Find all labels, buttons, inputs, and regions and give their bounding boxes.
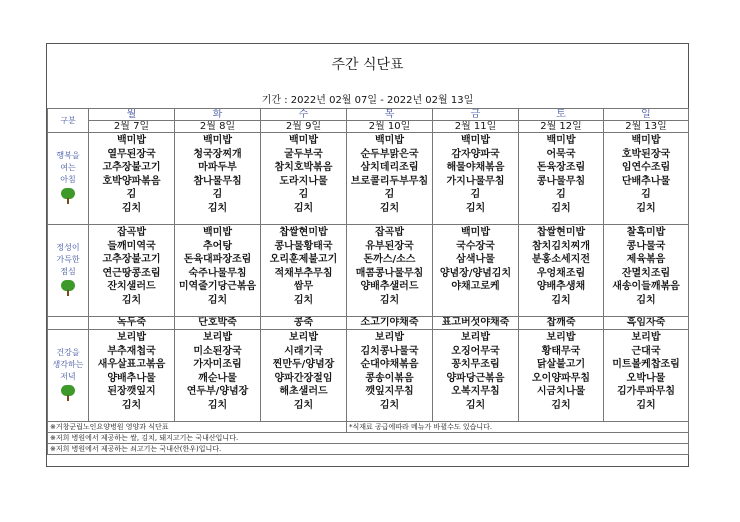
footer-note: ※거창군립노인요양병원 영양과 식단표: [48, 422, 347, 433]
menu-item: 가자미조림: [193, 359, 242, 370]
menu-item: 백미밥: [203, 135, 232, 146]
menu-item: 김치: [465, 202, 486, 214]
menu-cell: [89, 133, 175, 225]
menu-item: 근대국: [631, 345, 661, 357]
menu-item: 김치: [379, 202, 400, 214]
gubun-label: 구분: [48, 109, 89, 133]
footer-row: [48, 444, 689, 455]
menu-item: 백미밥: [461, 227, 490, 238]
menu-item: 어묵국: [546, 148, 576, 160]
menu-item: 적채부추무침: [274, 267, 333, 279]
menu-cell: [433, 133, 519, 225]
menu-item: 김치: [551, 202, 571, 214]
menu-item: 부추재첩국: [107, 345, 156, 357]
menu-cell: [347, 330, 433, 422]
menu-item: 미소된장국: [193, 345, 242, 357]
menu-item: 백미밥: [546, 135, 576, 146]
menu-item: 김치: [636, 294, 656, 306]
date-header: 2월 13일: [604, 121, 689, 133]
menu-cell: [604, 330, 689, 422]
day-header: 목: [347, 109, 433, 121]
menu-item: 김치: [379, 294, 400, 306]
menu-item: 유부된장국: [365, 240, 414, 252]
menu-item: 제육볶음: [626, 254, 666, 265]
menu-item: 국수장국: [456, 240, 495, 252]
menu-item: 꽁치무조림: [451, 359, 500, 370]
menu-item: 김: [126, 189, 137, 200]
menu-cell: [347, 225, 433, 317]
menu-item: 김: [556, 189, 566, 200]
menu-item: 시래기국: [284, 345, 323, 357]
menu-item: 김치: [293, 202, 314, 214]
menu-item: 양배추나물: [107, 372, 156, 384]
menu-item: 잡곡밥: [117, 227, 146, 238]
meal-category-line: 아침: [60, 174, 76, 184]
menu-item: 백미밥: [117, 135, 146, 146]
menu-item: 호박된장국: [621, 148, 671, 160]
menu-cell: [519, 225, 604, 317]
menu-item: 김: [470, 189, 481, 200]
menu-item: 참치호박볶음: [274, 162, 333, 173]
menu-item: 찹쌀현미밥: [279, 227, 328, 238]
menu-item: 김치: [121, 294, 142, 306]
menu-item: 삼치데리조림: [360, 162, 419, 173]
porridge-cell: 찹깨죽: [519, 317, 604, 330]
menu-item: 참나물무침: [193, 175, 242, 187]
menu-item: 보리밥: [203, 332, 232, 343]
menu-cell: [89, 330, 175, 422]
menu-item: 돈육장조림: [536, 162, 586, 173]
footer-row: [48, 433, 689, 444]
menu-cell: [175, 133, 261, 225]
menu-item: 김치: [293, 399, 314, 411]
menu-item: 김치: [636, 399, 656, 411]
menu-item: 찰흑미밥: [626, 227, 666, 238]
date-header: 2월 11일: [433, 121, 519, 133]
menu-item: 새우살표고볶음: [97, 359, 166, 370]
menu-item: 고추장불고기: [102, 162, 161, 173]
menu-item: 돈육대파장조림: [183, 254, 252, 265]
menu-item: 돈까스/소스: [363, 254, 416, 265]
menu-item: 잔멸치조림: [621, 267, 671, 279]
menu-item: 보리밥: [289, 332, 318, 343]
menu-item: 오이양파무침: [532, 372, 590, 384]
meal-category-line: 점심: [60, 266, 76, 276]
menu-item: 고추장불고기: [102, 254, 161, 265]
date-header: 2월 8일: [175, 121, 261, 133]
menu-item: 잔치샐러드: [107, 281, 156, 292]
tree-icon: [61, 385, 75, 401]
meal-category-line: 행복을: [56, 150, 80, 160]
menu-item: 시금치나물: [536, 386, 586, 397]
menu-item: 김치: [207, 399, 228, 411]
meal-category: [48, 225, 89, 317]
menu-item: 보리밥: [461, 332, 490, 343]
day-header: 금: [433, 109, 519, 121]
menu-item: 분홍소세지전: [532, 254, 590, 265]
date-header: 2월 9일: [261, 121, 347, 133]
date-header: 2월 7일: [89, 121, 175, 133]
menu-item: 오복지무침: [451, 386, 500, 397]
period-text: 기간 : 2022년 02월 07일 - 2022년 02월 13일: [261, 95, 474, 106]
menu-cell: [261, 225, 347, 317]
date-header: 2월 10일: [347, 121, 433, 133]
menu-item: 청국장찌개: [193, 148, 242, 160]
menu-item: [433, 294, 518, 308]
menu-item: 콩나물국: [626, 240, 666, 252]
menu-item: 양파당근볶음: [446, 372, 505, 384]
menu-item: 양파간장절임: [274, 372, 333, 384]
menu-item: 콩나물황태국: [274, 240, 333, 252]
porridge-blank: [48, 317, 89, 330]
day-header: 수: [261, 109, 347, 121]
menu-item: 추어탕: [203, 240, 232, 252]
date-row: [48, 121, 689, 133]
menu-cell: [261, 133, 347, 225]
menu-cell: [347, 133, 433, 225]
day-header: 월: [89, 109, 175, 121]
porridge-cell: 소고기야채죽: [347, 317, 433, 330]
menu-item: 황태무국: [541, 345, 581, 357]
menu-item: 오리훈제불고기: [269, 254, 338, 265]
menu-table: [47, 108, 689, 455]
menu-item: 연근땅콩조림: [102, 267, 161, 279]
menu-item: 된장깻잎지: [107, 386, 156, 397]
menu-item: 김치: [379, 399, 400, 411]
menu-item: 해초샐러드: [279, 386, 328, 397]
menu-item: 김: [212, 189, 223, 200]
menu-item: 찹쌀현미밥: [536, 227, 586, 238]
menu-item: 김가루파무침: [617, 386, 675, 397]
meal-category: [48, 133, 89, 225]
meal-category-line: 저녁: [60, 371, 76, 381]
menu-cell: [519, 330, 604, 422]
menu-item: 김: [384, 189, 395, 200]
day-header: 일: [604, 109, 689, 121]
menu-item: 김치: [207, 202, 228, 214]
menu-item: 단배추나물: [621, 175, 671, 187]
menu-item: 보리밥: [546, 332, 576, 343]
porridge-cell: 흑임자죽: [604, 317, 689, 330]
menu-item: 쌈무: [293, 281, 314, 292]
menu-item: 마파두부: [198, 162, 237, 173]
tree-icon: [61, 280, 75, 296]
menu-item: 야채고로케: [451, 281, 500, 292]
menu-item: 백미밥: [461, 135, 490, 146]
menu-item: 순두부맑은국: [360, 148, 419, 160]
menu-item: 양배추샐러드: [360, 281, 419, 292]
menu-item: 백미밥: [289, 135, 318, 146]
page-title: 주간 식단표: [331, 57, 404, 73]
menu-item: 백미밥: [375, 135, 404, 146]
menu-item: 김치: [293, 294, 314, 306]
footer-note: ※저희 병원에서 제공하는 쌀, 김치, 돼지고기는 국내산입니다.: [48, 433, 689, 444]
menu-cell: [604, 225, 689, 317]
meal-category-line: 정성이: [56, 242, 80, 252]
menu-item: 미트볼케찹조림: [612, 359, 680, 370]
menu-item: 가지나물무침: [446, 175, 505, 187]
menu-item: 콩나물무침: [536, 175, 586, 187]
menu-item: 백미밥: [631, 135, 661, 146]
menu-cell: [433, 330, 519, 422]
day-row: [48, 109, 689, 121]
meal-category: [48, 330, 89, 422]
menu-cell: [519, 133, 604, 225]
menu-item: 해물야채볶음: [446, 162, 505, 173]
menu-item: 임연수조림: [621, 162, 671, 173]
menu-item: 매콤콩나물무침: [355, 267, 424, 279]
menu-item: 우엉채조림: [536, 267, 586, 279]
date-header: 2월 12일: [519, 121, 604, 133]
menu-item: 호박양파볶음: [102, 175, 161, 187]
footer-row: [48, 422, 689, 433]
menu-cell: [261, 330, 347, 422]
menu-item: 보리밥: [375, 332, 404, 343]
porridge-cell: 표고버섯야채죽: [433, 317, 519, 330]
meal-category-line: 여는: [60, 162, 76, 172]
meal-row: [48, 225, 689, 317]
menu-cell: [433, 225, 519, 317]
footer-note: ※저희 병원에서 제공하는 쇠고기는 국내산(한우)입니다.: [48, 444, 689, 455]
menu-cell: [89, 225, 175, 317]
menu-item: 김치: [121, 202, 142, 214]
menu-item: 김치: [207, 294, 228, 306]
menu-item: 깨순나물: [198, 372, 237, 384]
menu-cell: [604, 133, 689, 225]
meal-row: [48, 133, 689, 225]
porridge-cell: 콩죽: [261, 317, 347, 330]
menu-item: 양배추생채: [536, 281, 586, 292]
menu-cell: [175, 330, 261, 422]
menu-item: 백미밥: [203, 227, 232, 238]
menu-item: 미역줄기당근볶음: [178, 281, 257, 292]
menu-item: 김치: [636, 202, 656, 214]
menu-item: 김: [641, 189, 651, 200]
menu-sheet: [46, 43, 689, 467]
menu-item: 양념장/양념김치: [439, 267, 512, 279]
menu-item: 김치: [551, 399, 571, 411]
menu-item: 참치김치찌개: [532, 240, 590, 252]
meal-category-line: 가득한: [56, 254, 80, 264]
porridge-cell: 단호박죽: [175, 317, 261, 330]
menu-item: 깻잎지무침: [365, 386, 414, 397]
menu-item: 잡곡밥: [375, 227, 404, 238]
menu-item: 김치: [465, 399, 486, 411]
menu-item: 삼색나물: [456, 254, 495, 265]
menu-cell: [175, 225, 261, 317]
day-header: 토: [519, 109, 604, 121]
menu-item: 굴두부국: [284, 148, 323, 160]
menu-item: 김: [298, 189, 309, 200]
menu-item: 찐만두/양념장: [272, 359, 335, 370]
porridge-cell: 녹두죽: [89, 317, 175, 330]
menu-item: 들깨미역국: [107, 240, 156, 252]
menu-item: 숙주나물무침: [188, 267, 247, 279]
meal-row: [48, 330, 689, 422]
footer-note: *식재료 공급에따라 메뉴가 바뀔수도 있습니다.: [347, 422, 689, 433]
menu-item: 오징어무국: [451, 345, 500, 357]
menu-item: 보리밥: [117, 332, 146, 343]
menu-item: 새송이들깨볶음: [612, 281, 680, 292]
menu-item: 닭살불고기: [536, 359, 586, 370]
menu-item: 순대야채볶음: [360, 359, 419, 370]
tree-icon: [61, 188, 75, 204]
day-header: 화: [175, 109, 261, 121]
menu-item: 김치: [121, 399, 142, 411]
menu-item: 김치콩나물국: [360, 345, 419, 357]
porridge-row: [48, 317, 689, 330]
menu-item: 도라지나물: [279, 175, 328, 187]
meal-category-line: 건강을: [56, 347, 80, 357]
menu-item: 연두부/양념장: [186, 386, 249, 397]
menu-item: 오박나물: [626, 372, 666, 384]
meal-category-line: 생각하는: [52, 359, 84, 369]
menu-item: 감자양파국: [451, 148, 500, 160]
menu-item: 보리밥: [631, 332, 661, 343]
menu-item: 브로콜리두부무침: [350, 175, 429, 187]
menu-item: 열무된장국: [107, 148, 156, 160]
menu-item: 김치: [551, 294, 571, 306]
menu-item: 콩송이볶음: [365, 372, 414, 384]
